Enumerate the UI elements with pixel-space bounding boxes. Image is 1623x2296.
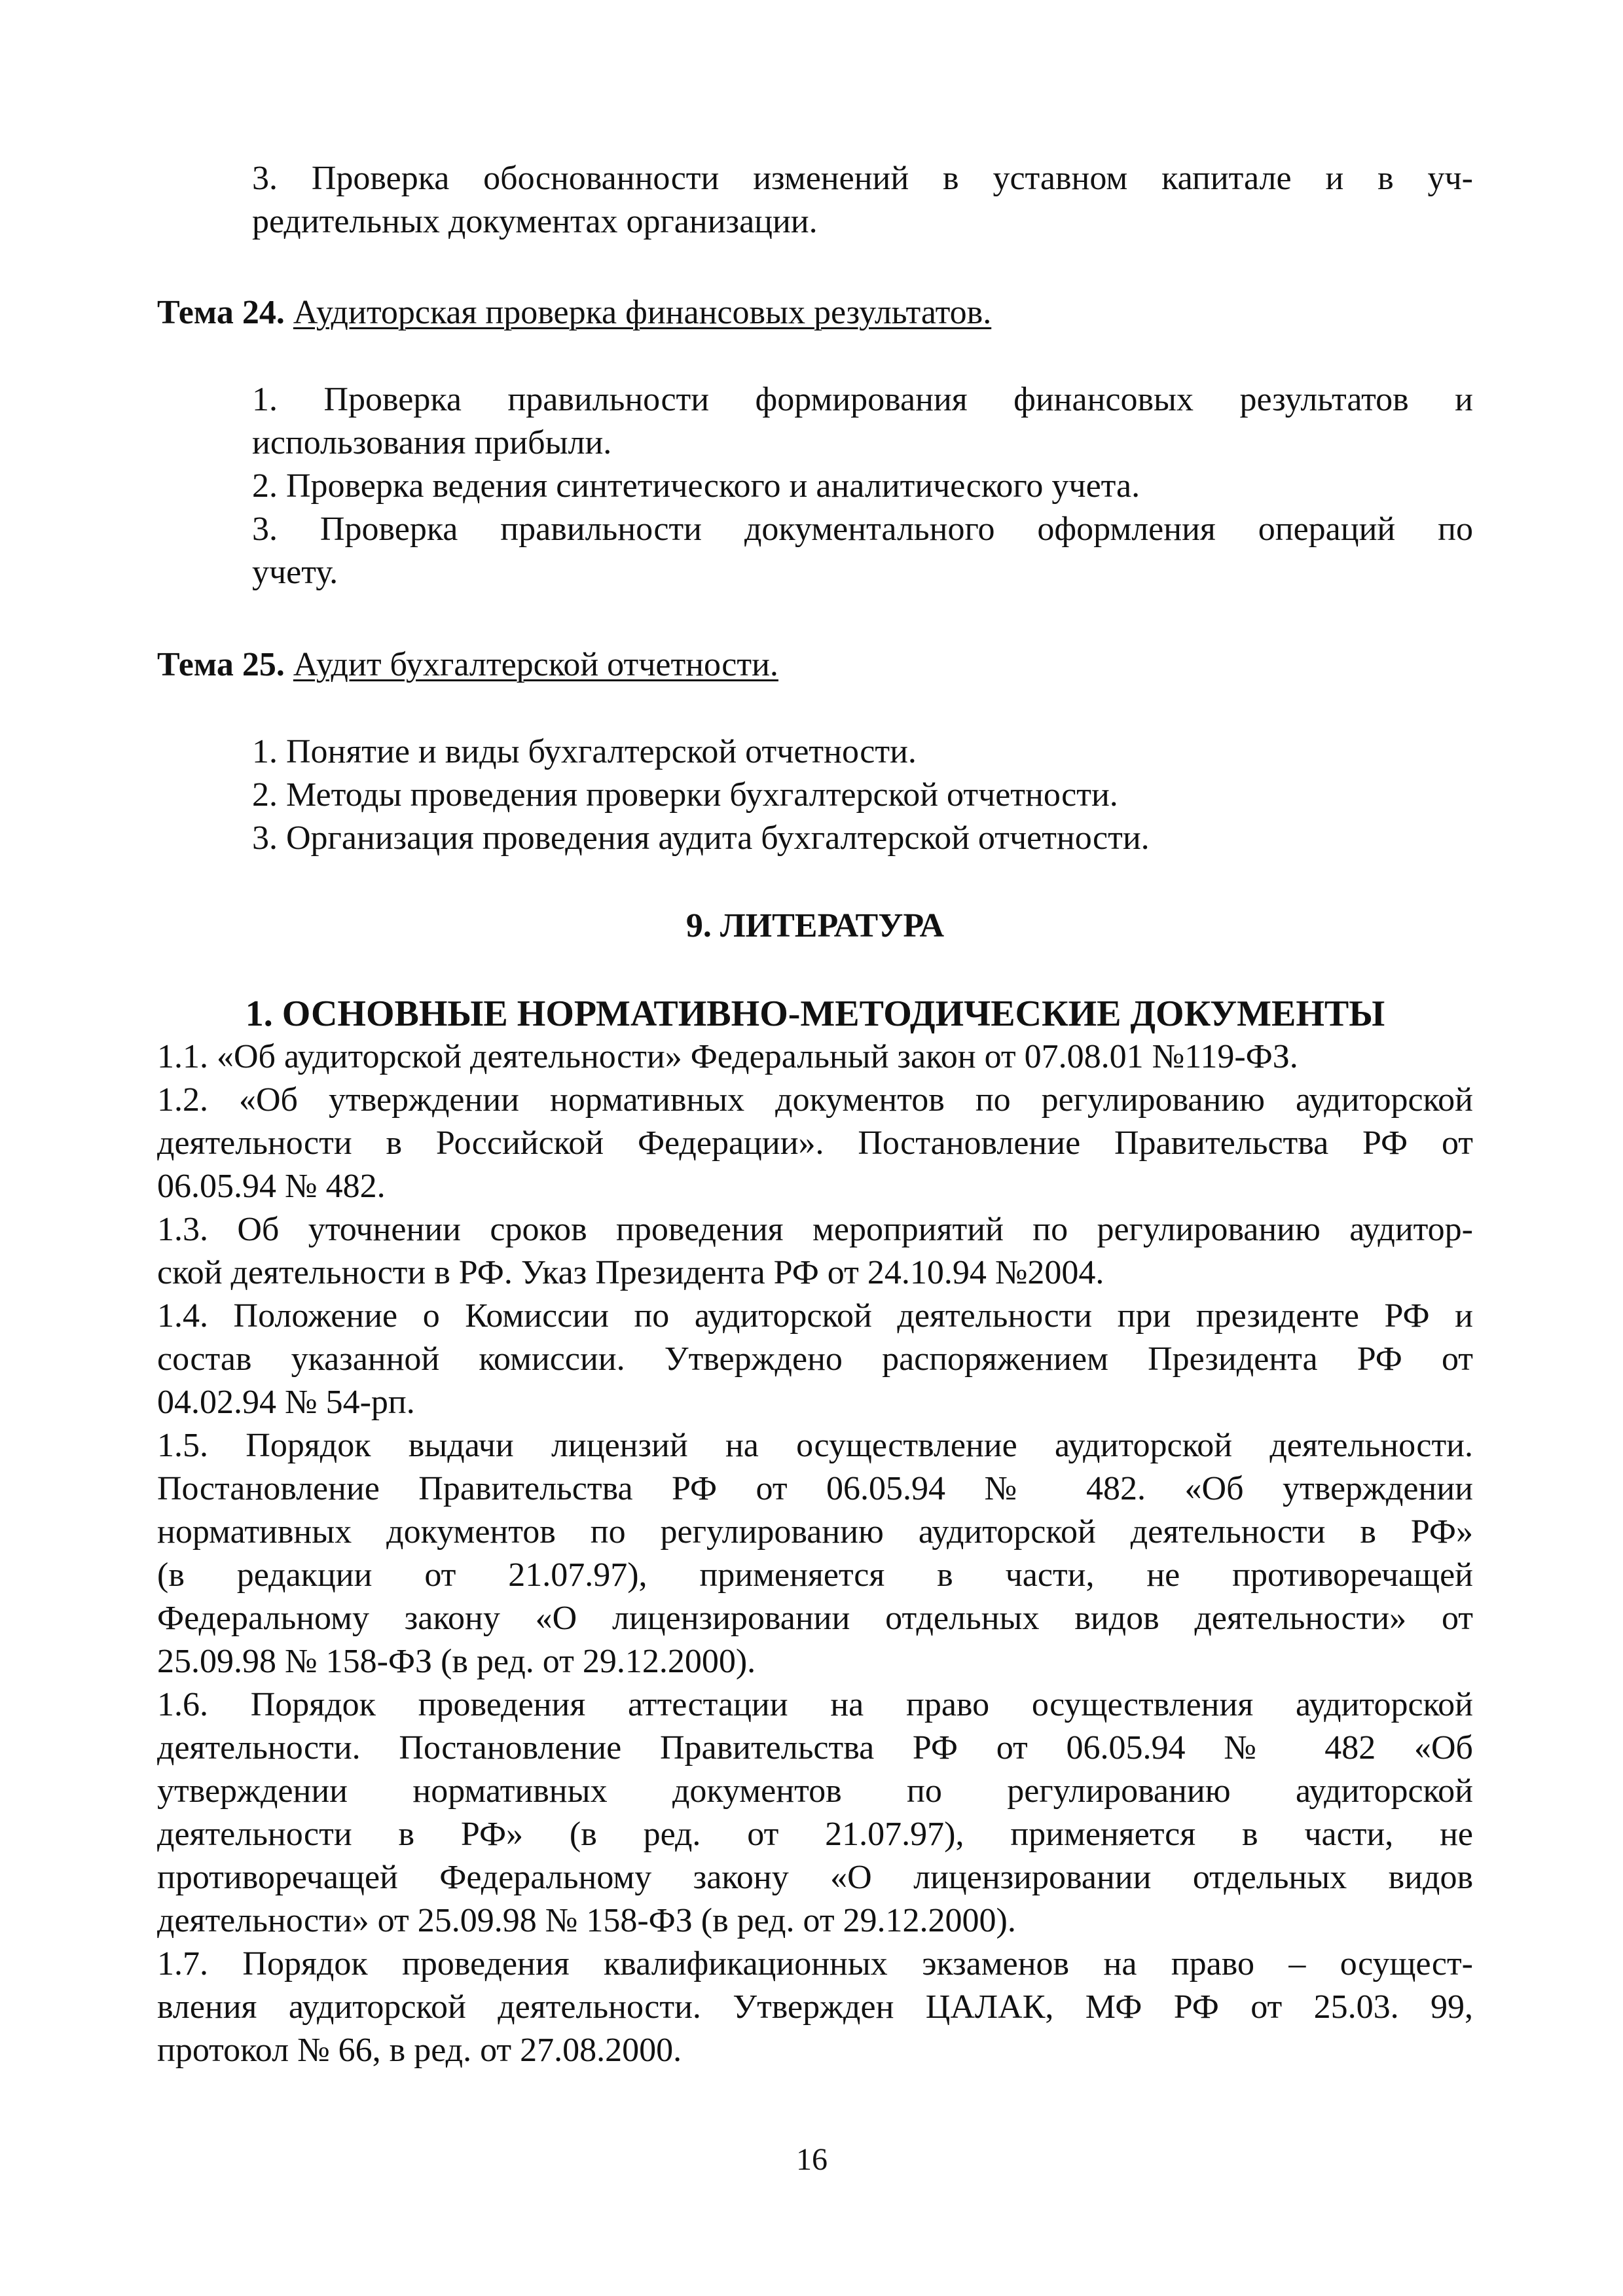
topic-24-item-1-line-1: 1. Проверка правильности формирования финансовых результатов и (252, 381, 1473, 418)
topic-25-title: Аудит бухгалтерской отчетности. (293, 646, 778, 683)
topic-24-title: Аудиторская проверка финансовых результатов. (293, 294, 992, 331)
lit-1-5-line-2: Постановление Правительства РФ от 06.05.94 № 482. «Об утверждении (157, 1470, 1473, 1507)
topic-24-item-3-line-1: 3. Проверка правильности документального оформления операций по (252, 511, 1473, 548)
topic-25-label: Тема 25. (157, 646, 285, 683)
lit-1-4-line-3: 04.02.94 № 54-рп. (157, 1384, 415, 1421)
lit-1-7-line-3: протокол № 66, в ред. от 27.08.2000. (157, 2032, 682, 2069)
lit-1-6-line-4: деятельности в РФ» (в ред. от 21.07.97), применяется в части, не (157, 1816, 1473, 1853)
lit-1-5-line-6: 25.09.98 № 158-ФЗ (в ред. от 29.12.2000). (157, 1643, 756, 1680)
page-number: 16 (796, 2142, 828, 2177)
lit-1-2-line-2: деятельности в Российской Федерации». Постановление Правительства РФ от (157, 1124, 1473, 1162)
lit-1-6-line-3: утверждении нормативных документов по регулированию аудиторской (157, 1772, 1473, 1810)
lit-1-5-line-4: (в редакции от 21.07.97), применяется в части, не противоречащей (157, 1556, 1473, 1594)
lit-1-3-line-2: ской деятельности в РФ. Указ Президента РФ от 24.10.94 №2004. (157, 1254, 1104, 1291)
topic-24-item-2: 2. Проверка ведения синтетического и аналитического учета. (252, 467, 1140, 505)
topic-24-label: Тема 24. (157, 294, 285, 331)
lit-1-2-line-3: 06.05.94 № 482. (157, 1168, 386, 1205)
lit-1-7-line-2: вления аудиторской деятельности. Утвержден ЦАЛАК, МФ РФ от 25.03. 99, (157, 1988, 1473, 2026)
lit-1-6-line-5: противоречащей Федеральному закону «О лицензировании отдельных видов (157, 1859, 1473, 1896)
lit-1-5-line-1: 1.5. Порядок выдачи лицензий на осуществление аудиторской деятельности. (157, 1427, 1473, 1464)
lit-1-5-line-5: Федеральному закону «О лицензировании отдельных видов деятельности» от (157, 1600, 1473, 1637)
topic-24-item-1-line-2: использования прибыли. (252, 424, 612, 461)
prev-item-3-line-2: редительных документах организации. (252, 203, 818, 240)
topic-24-item-3-line-2: учету. (252, 554, 338, 591)
lit-1-4-line-2: состав указанной комиссии. Утверждено распоряжением Президента РФ от (157, 1340, 1473, 1378)
lit-1-6-line-1: 1.6. Порядок проведения аттестации на право осуществления аудиторской (157, 1686, 1473, 1723)
lit-1-6-line-6: деятельности» от 25.09.98 № 158-ФЗ (в ред. от 29.12.2000). (157, 1902, 1016, 1939)
literature-subheading: 1. ОСНОВНЫЕ НОРМАТИВНО-МЕТОДИЧЕСКИЕ ДОКУМЕНТЫ (245, 994, 1385, 1034)
lit-1-5-line-3: нормативных документов по регулированию аудиторской деятельности в РФ» (157, 1513, 1473, 1551)
literature-heading: 9. ЛИТЕРАТУРА (685, 907, 945, 944)
topic-25-heading (157, 643, 778, 687)
topic-25-item-2: 2. Методы проведения проверки бухгалтерской отчетности. (252, 776, 1118, 814)
topic-25-item-1: 1. Понятие и виды бухгалтерской отчетности. (252, 733, 917, 770)
topic-24-heading (157, 291, 991, 334)
topic-25-item-3: 3. Организация проведения аудита бухгалтерской отчетности. (252, 819, 1150, 857)
lit-1-4-line-1: 1.4. Положение о Комиссии по аудиторской деятельности при президенте РФ и (157, 1297, 1473, 1335)
prev-item-3-line-1: 3. Проверка обоснованности изменений в уставном капитале и в уч- (252, 160, 1473, 197)
lit-1-6-line-2: деятельности. Постановление Правительства РФ от 06.05.94 № 482 «Об (157, 1729, 1473, 1767)
lit-1-1-line-1: 1.1. «Об аудиторской деятельности» Федеральный закон от 07.08.01 №119-ФЗ. (157, 1038, 1298, 1075)
lit-1-7-line-1: 1.7. Порядок проведения квалификационных экзаменов на право – осущест- (157, 1945, 1473, 1982)
lit-1-2-line-1: 1.2. «Об утверждении нормативных документов по регулированию аудиторской (157, 1081, 1473, 1119)
lit-1-3-line-1: 1.3. Об уточнении сроков проведения мероприятий по регулированию аудитор- (157, 1211, 1473, 1248)
